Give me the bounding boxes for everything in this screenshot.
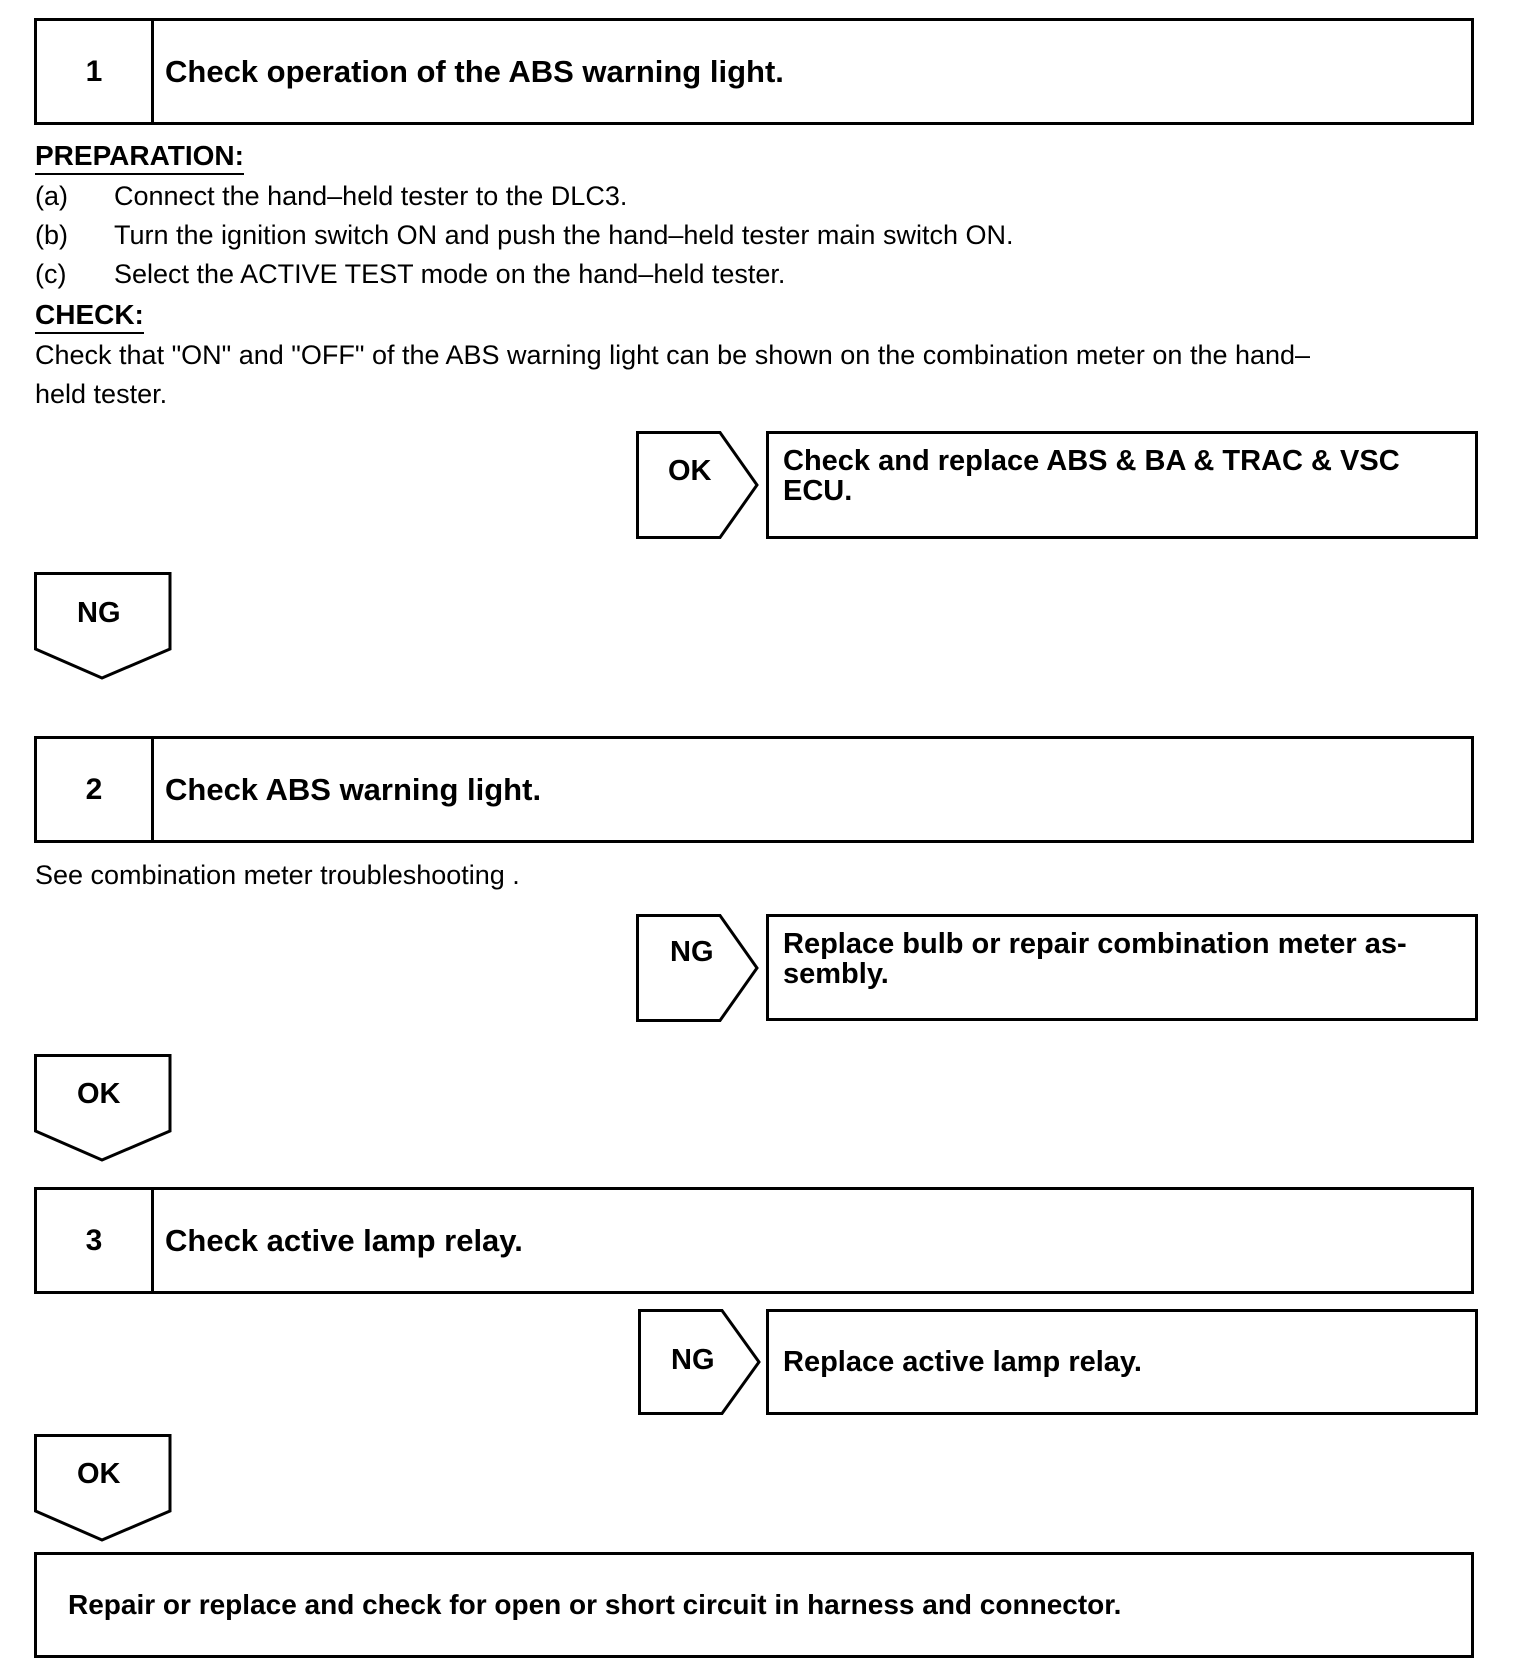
step-title: Check active lamp relay. — [165, 1222, 523, 1258]
result-line: Replace bulb or repair combination meter as- — [783, 928, 1407, 960]
arrow-label: NG — [671, 1344, 715, 1376]
result-box — [766, 1309, 1478, 1415]
check-text-line1: Check that "ON" and "OFF" of the ABS warning light can be shown on the combination meter on the hand– — [35, 340, 1311, 370]
check-heading: CHECK: — [35, 298, 144, 334]
step-1-box — [34, 18, 1474, 125]
result-line: Replace active lamp relay. — [783, 1346, 1142, 1378]
step-3-box — [34, 1187, 1474, 1294]
preparation-heading: PREPARATION: — [35, 139, 244, 175]
final-action-box — [34, 1552, 1474, 1658]
prep-marker-c: (c) — [35, 259, 67, 289]
check-text-line2: held tester. — [35, 379, 168, 409]
prep-step-a: Connect the hand–held tester to the DLC3. — [114, 181, 628, 211]
arrow-label: OK — [77, 1078, 121, 1110]
prep-marker-a: (a) — [35, 181, 68, 211]
result-line: sembly. — [783, 958, 889, 990]
arrow-label: NG — [670, 936, 714, 968]
arrow-label: OK — [77, 1458, 121, 1490]
result-box — [766, 431, 1478, 539]
arrow-label: OK — [668, 455, 712, 487]
result-line: Check and replace ABS & BA & TRAC & VSC — [783, 445, 1400, 477]
result-box — [766, 914, 1478, 1021]
step-number: 3 — [37, 1190, 154, 1291]
arrow-label: NG — [77, 597, 121, 629]
prep-step-b: Turn the ignition switch ON and push the hand–held tester main switch ON. — [114, 220, 1014, 250]
step-2-note: See combination meter troubleshooting . — [35, 860, 520, 890]
step-2-box — [34, 736, 1474, 843]
step-number: 1 — [37, 21, 154, 122]
prep-marker-b: (b) — [35, 220, 68, 250]
step-title: Check ABS warning light. — [165, 771, 542, 807]
prep-step-c: Select the ACTIVE TEST mode on the hand–held tester. — [114, 259, 786, 289]
step-number: 2 — [37, 739, 154, 840]
result-line: ECU. — [783, 475, 853, 507]
step-title: Check operation of the ABS warning light. — [165, 53, 784, 89]
final-action-text: Repair or replace and check for open or short circuit in harness and connector. — [68, 1589, 1122, 1620]
